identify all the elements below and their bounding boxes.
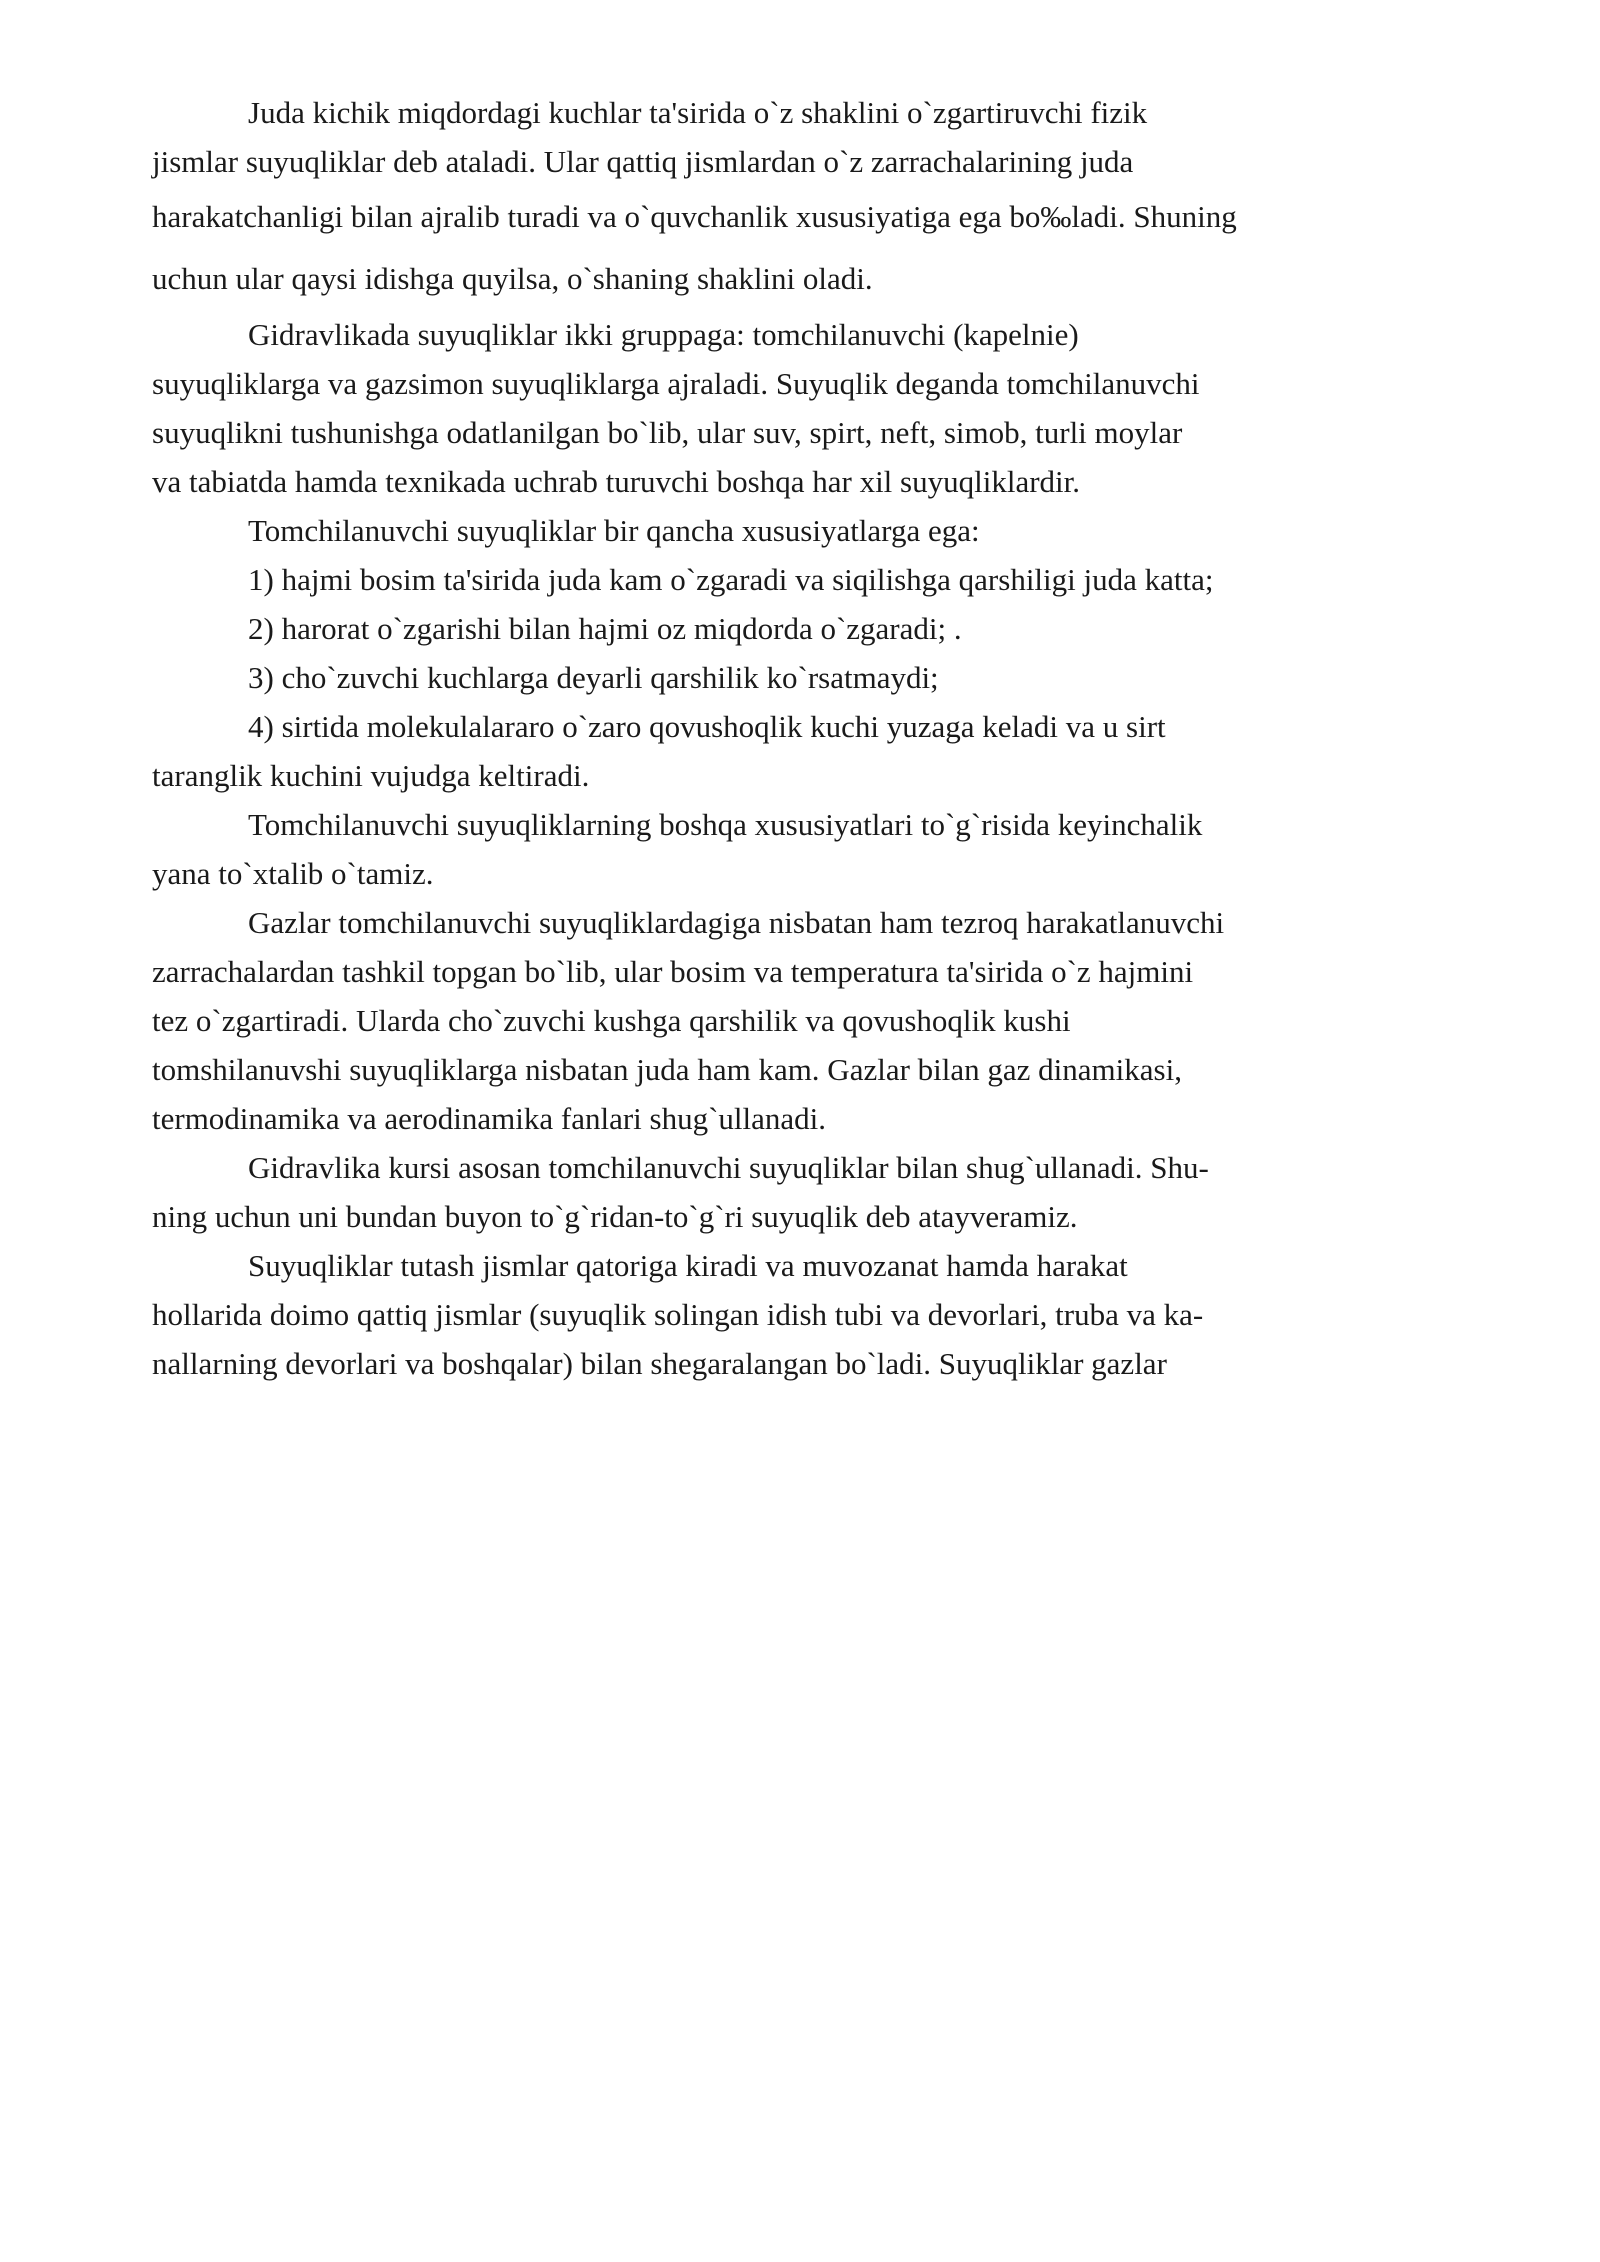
text-line: Tomchilanuvchi suyuqliklarning boshqa xususiyatlari to`g`risida keyinchalik [248, 807, 1203, 842]
text-line: va tabiatda hamda texnikada uchrab turuvchi boshqa har xil suyuqliklardir. [152, 464, 1081, 499]
text-line: harakatchanligi bilan ajralib turadi va o`quvchanlik xususiyatiga ega bo‰ladi. Shuning [152, 199, 1237, 234]
text-line: suyuqlikni tushunishga odatlanilgan bo`lib, ular suv, spirt, neft, simob, turli moylar [152, 415, 1183, 450]
text-line: suyuqliklarga va gazsimon suyuqliklarga ajraladi. Suyuqlik deganda tomchilanuvchi [152, 366, 1200, 401]
text-line: nallarning devorlari va boshqalar) bilan shegaralangan bo`ladi. Suyuqliklar gazlar [152, 1346, 1167, 1381]
list-item: 1) hajmi bosim ta'sirida juda kam o`zgaradi va siqilishga qarshiligi juda katta; [248, 562, 1214, 597]
text-line: Suyuqliklar tutash jismlar qatoriga kiradi va muvozanat hamda harakat [248, 1248, 1128, 1283]
text-line: zarrachalardan tashkil topgan bo`lib, ular bosim va temperatura ta'sirida o`z hajmini [152, 954, 1194, 989]
text-line: Gidravlikada suyuqliklar ikki gruppaga: tomchilanuvchi (kapelnie) [248, 317, 1079, 352]
document-text [152, 88, 1492, 1388]
text-line: yana to`xtalib o`tamiz. [152, 856, 434, 891]
text-line: tez o`zgartiradi. Ularda cho`zuvchi kushga qarshilik va qovushoqlik kushi [152, 1003, 1071, 1038]
list-item: 2) harorat o`zgarishi bilan hajmi oz miqdorda o`zgaradi; . [248, 611, 962, 646]
text-line: Juda kichik miqdordagi kuchlar ta'sirida o`z shaklini o`zgartiruvchi fizik [248, 95, 1148, 130]
text-line: uchun ular qaysi idishga quyilsa, o`shaning shaklini oladi. [152, 261, 873, 296]
text-line: Gazlar tomchilanuvchi suyuqliklardagiga nisbatan ham tezroq harakatlanuvchi [248, 905, 1225, 940]
text-line: jismlar suyuqliklar deb ataladi. Ular qattiq jismlardan o`z zarrachalarining juda [152, 144, 1134, 179]
text-line: Tomchilanuvchi suyuqliklar bir qancha xususiyatlarga ega: [248, 513, 980, 548]
text-line: termodinamika va aerodinamika fanlari shug`ullanadi. [152, 1101, 827, 1136]
text-line: tomshilanuvshi suyuqliklarga nisbatan juda ham kam. Gazlar bilan gaz dinamikasi, [152, 1052, 1182, 1087]
text-line: ning uchun uni bundan buyon to`g`ridan-to`g`ri suyuqlik deb atayveramiz. [152, 1199, 1078, 1234]
text-line: hollarida doimo qattiq jismlar (suyuqlik solingan idish tubi va devorlari, truba va ka- [152, 1297, 1204, 1332]
list-item: 3) cho`zuvchi kuchlarga deyarli qarshilik ko`rsatmaydi; [248, 660, 939, 695]
text-line: Gidravlika kursi asosan tomchilanuvchi suyuqliklar bilan shug`ullanadi. Shu- [248, 1150, 1209, 1185]
list-item: 4) sirtida molekulalararo o`zaro qovushoqlik kuchi yuzaga keladi va u sirt [248, 709, 1166, 744]
text-line: taranglik kuchini vujudga keltiradi. [152, 758, 590, 793]
